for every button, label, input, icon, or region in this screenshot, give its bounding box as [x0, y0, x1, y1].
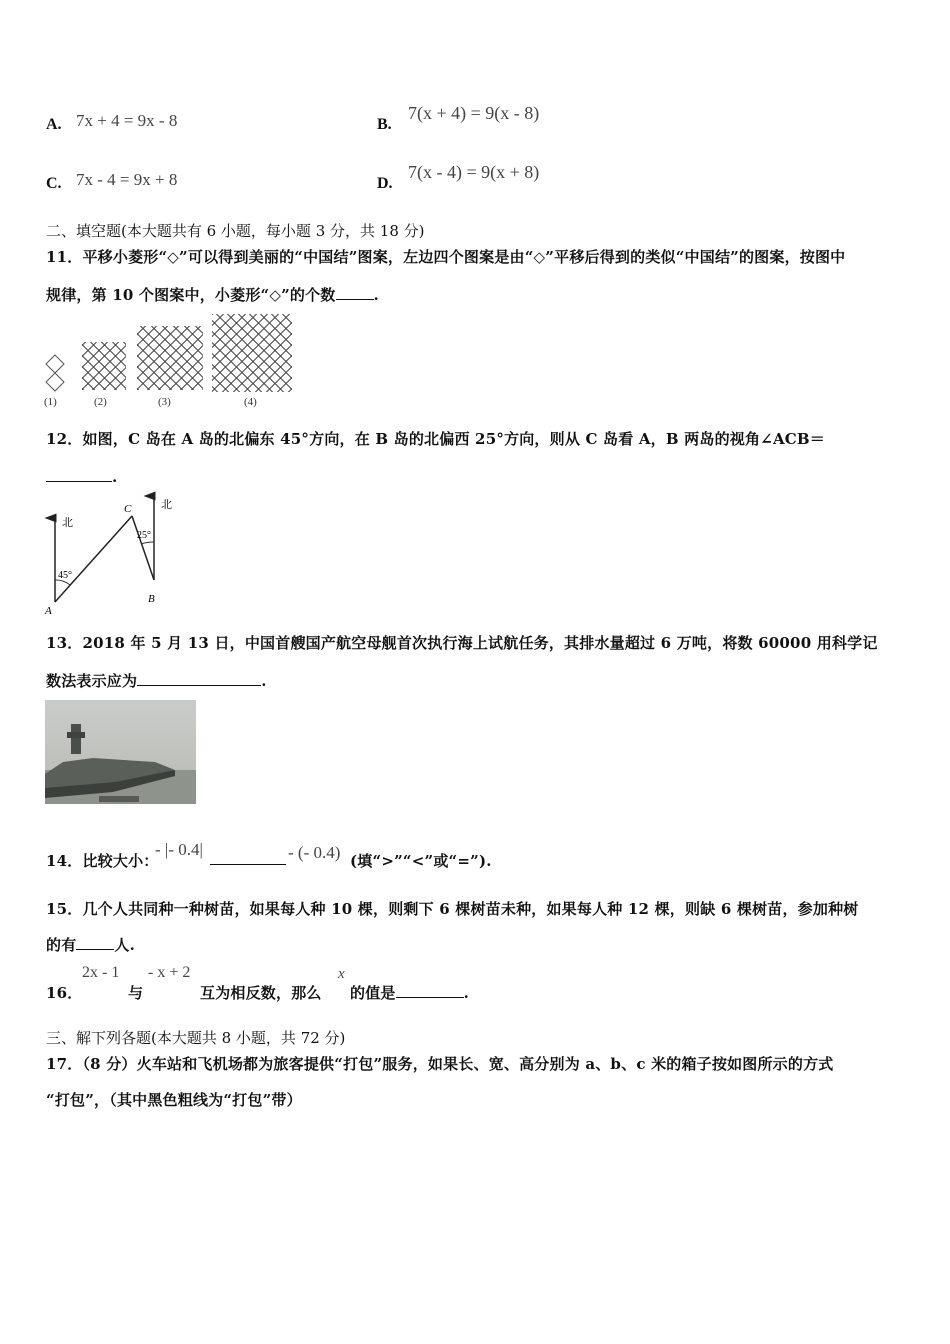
q11-diamond-figures	[44, 312, 304, 408]
option-d-label: D.	[377, 175, 393, 192]
q16-expression-1: 2x - 1	[82, 964, 120, 981]
q14-answer-blank[interactable]	[210, 848, 286, 865]
option-b-label: B.	[377, 116, 392, 133]
angle-label-a: 45°	[58, 570, 72, 581]
north-label-a: 北	[62, 517, 73, 529]
q13-answer-blank[interactable]	[137, 670, 261, 686]
q12-text-line2b: .	[112, 468, 118, 486]
section-2-title: 二、填空题(本大题共有 6 小题，每小题 3 分，共 18 分)	[46, 222, 425, 240]
q15-answer-blank[interactable]	[76, 934, 114, 950]
q11-text-line2	[46, 284, 379, 305]
q11-caption-3: (3)	[158, 396, 171, 408]
q16-mid-3: 的值是	[350, 984, 396, 1002]
q16-tail	[350, 982, 469, 1003]
angle-arc-b	[141, 542, 154, 544]
point-label-b: B	[148, 593, 155, 605]
q17-text-line1: 17．（8 分）火车站和飞机场都为旅客提供“打包”服务，如果长、宽、高分别为 a、b、c 米的箱子按如图所示的方式	[46, 1055, 834, 1073]
q11-caption-4: (4)	[244, 396, 257, 408]
q14-prefix: 14．比较大小：	[46, 852, 159, 870]
north-label-b: 北	[161, 499, 172, 511]
q15-text-line2a: 的有	[46, 936, 77, 954]
q12-text-line2	[46, 466, 117, 486]
line-cb	[132, 516, 154, 580]
option-b-equation: 7(x + 4) = 9(x - 8)	[408, 103, 540, 123]
option-a-label: A.	[46, 116, 62, 133]
q16-mid-1: 与	[128, 984, 144, 1002]
q11-caption-2: (2)	[94, 396, 107, 408]
option-c-label: C.	[46, 175, 62, 192]
q11-figure-3	[137, 326, 203, 390]
q14-expression-1: - |- 0.4|	[155, 840, 203, 859]
angle-label-b: 25°	[137, 530, 151, 541]
q16-mid-2: 互为相反数，那么	[200, 984, 322, 1002]
q11-figure-4	[212, 314, 292, 392]
q13-aircraft-carrier-photo	[45, 700, 196, 804]
q11-text-line2a: 规律，第 10 个图案中，小菱形“◇”的个数	[46, 286, 336, 304]
q11-caption-1: (1)	[44, 396, 57, 408]
q13-text-line2	[46, 670, 267, 691]
q17-text-line2: “打包”，（其中黑色粗线为“打包”带）	[46, 1091, 302, 1109]
q13-text-line1: 13．2018 年 5 月 13 日，中国首艘国产航空母舰首次执行海上试航任务，其排水量超过 6 万吨，将数 60000 用科学记	[46, 634, 878, 652]
q11-answer-blank[interactable]	[336, 284, 374, 300]
option-a-equation: 7x + 4 = 9x - 8	[76, 111, 178, 130]
point-label-a: A	[45, 605, 52, 616]
q11-text-line1: 11．平移小菱形“◇”可以得到美丽的“中国结”图案，左边四个图案是由“◇”平移后得到的类似“中国结”的图案，按图中	[46, 248, 846, 266]
q16-prefix: 16．	[46, 984, 83, 1002]
option-c-equation: 7x - 4 = 9x + 8	[76, 170, 178, 189]
q15-text-line1: 15．几个人共同种一种树苗，如果每人种 10 棵，则剩下 6 棵树苗未种，如果每人种 12 棵，则缺 6 棵树苗，参加种树	[46, 900, 859, 918]
q16-answer-blank[interactable]	[396, 982, 464, 998]
q12-island-diagram	[40, 488, 190, 616]
q16-suffix: .	[463, 984, 470, 1002]
option-d-equation: 7(x - 4) = 9(x + 8)	[408, 162, 540, 182]
q11-text-line2b: .	[373, 286, 379, 304]
q14-suffix: (填“>”“<”或“=”).	[350, 852, 492, 870]
q12-text-line1: 12．如图，C 岛在 A 岛的北偏东 45°方向，在 B 岛的北偏西 25°方向，则从 C 岛看 A，B 两岛的视角∠ACB＝	[46, 430, 826, 448]
q11-figure-2	[82, 342, 126, 390]
point-label-c: C	[124, 503, 132, 515]
q16-expression-2: - x + 2	[148, 964, 191, 981]
section-3-title: 三、解下列各题(本大题共 8 小题，共 72 分)	[46, 1029, 346, 1047]
q16-variable: x	[338, 966, 345, 982]
q15-text-line2b: 人.	[114, 936, 136, 954]
q15-text-line2	[46, 934, 135, 955]
q12-answer-blank[interactable]	[46, 466, 112, 482]
q13-text-line2b: .	[261, 672, 267, 690]
q11-figure-1	[46, 355, 64, 391]
q14-expression-2: - (- 0.4)	[288, 843, 341, 862]
q13-text-line2a: 数法表示应为	[46, 672, 138, 690]
